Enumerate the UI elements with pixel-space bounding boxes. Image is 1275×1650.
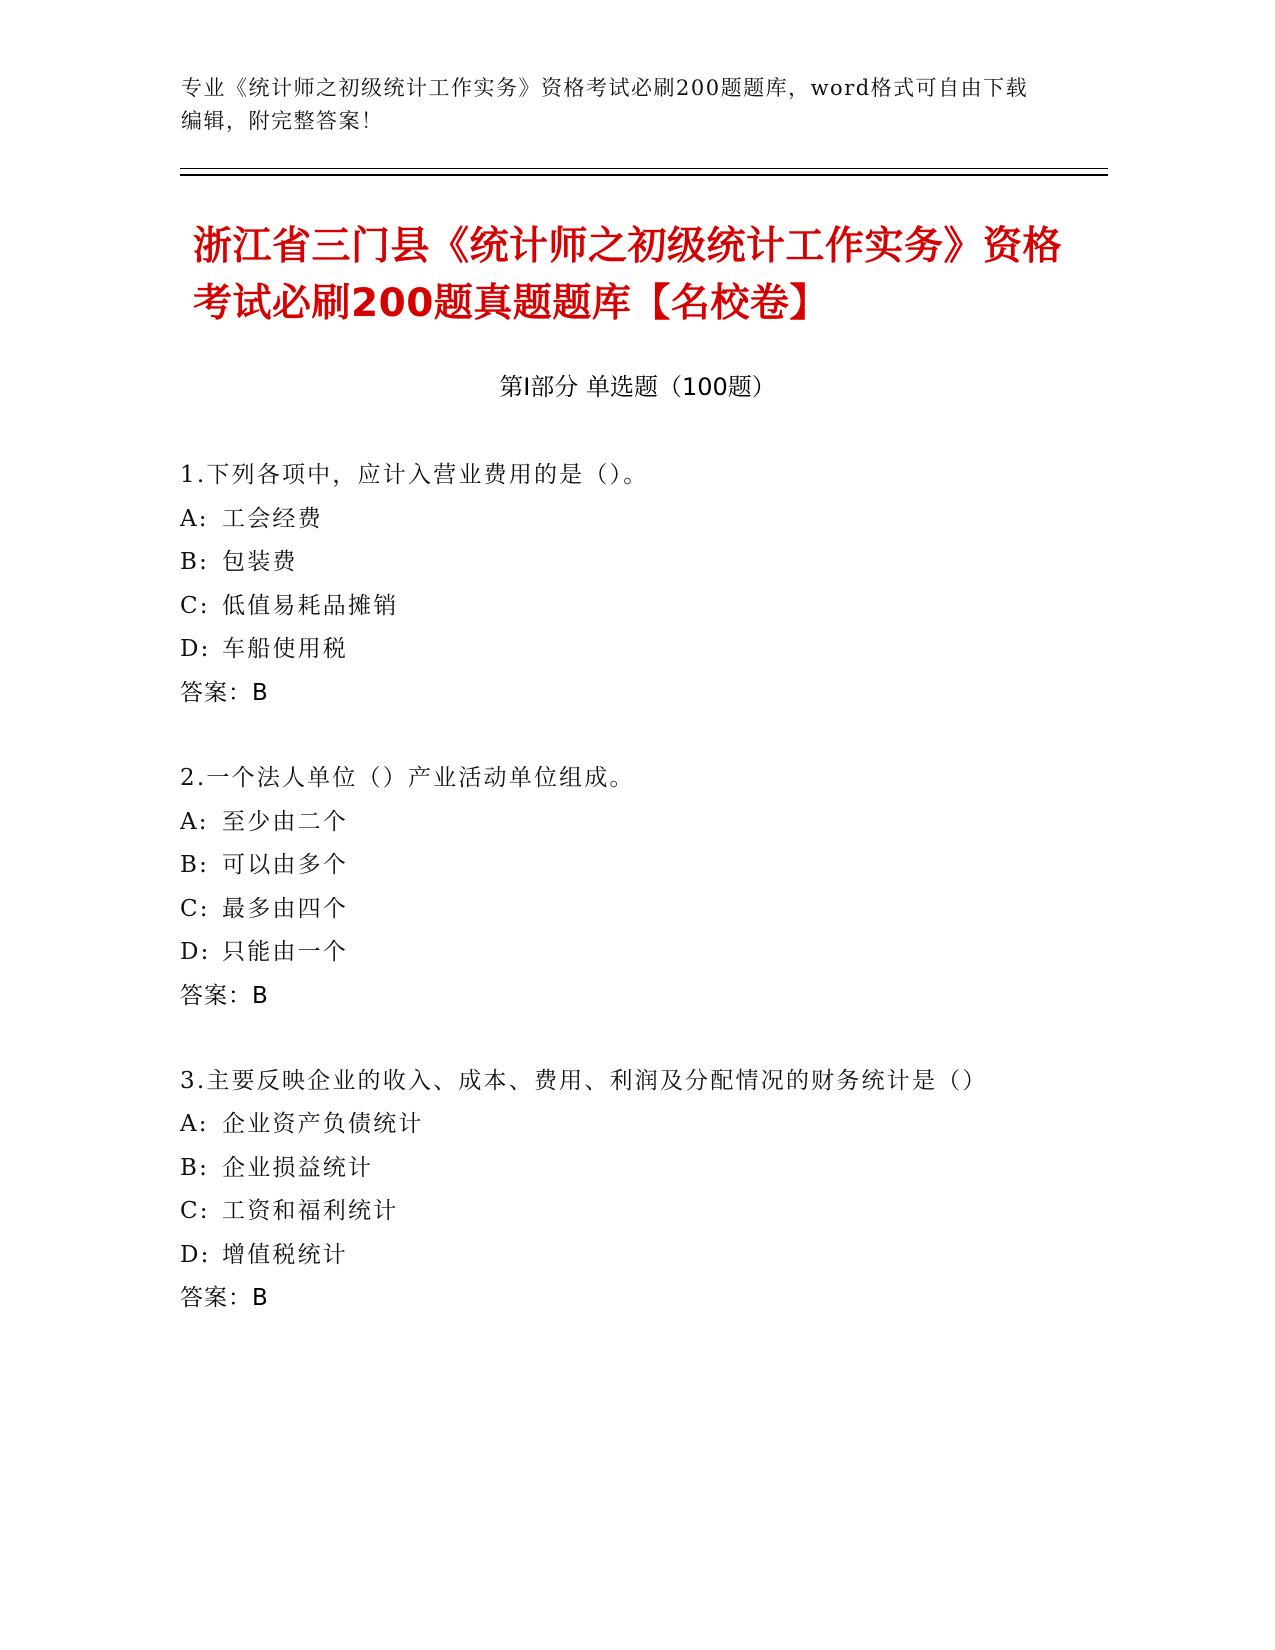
answer-line: 答案：B (180, 679, 269, 706)
question-list (180, 454, 1040, 1363)
option-d (180, 931, 1040, 975)
question-stem: 2.一个法人单位（）产业活动单位组成。 (180, 765, 635, 791)
option-text: 企业损益统计 (222, 1154, 374, 1181)
section-heading: 第I部分 单选题（100题） (499, 373, 776, 401)
option-c (180, 888, 1040, 932)
option-b (180, 1147, 1040, 1191)
option-letter: B: (180, 549, 210, 575)
option-c (180, 1190, 1040, 1234)
answer-line: 答案：B (180, 1285, 269, 1311)
option-d (180, 628, 1040, 672)
option-b (180, 844, 1040, 888)
option-text: 工会经费 (222, 505, 323, 532)
option-c (180, 585, 1040, 629)
option-letter: A: (180, 505, 209, 532)
option-letter: D: (180, 1241, 211, 1268)
option-letter: B: (180, 852, 210, 878)
option-a (180, 801, 1040, 845)
option-text: 增值税统计 (222, 1241, 348, 1268)
header-divider-thin (180, 168, 1108, 169)
option-letter: D: (180, 636, 211, 662)
option-letter: C: (180, 592, 210, 619)
header-note: 专业《统计师之初级统计工作实务》资格考试必刷200题题库，word格式可自由下载编辑，附完整答案！ (181, 76, 1029, 133)
question-item (180, 757, 1040, 1018)
option-letter: A: (180, 808, 209, 835)
option-text: 只能由一个 (222, 939, 348, 965)
option-text: 最多由四个 (222, 895, 348, 922)
option-letter: C: (180, 895, 210, 922)
option-letter: A: (180, 1111, 209, 1137)
document-title: 浙江省三门县《统计师之初级统计工作实务》资格考试必刷200题真题题库【名校卷】 (193, 224, 1063, 326)
option-text: 包装费 (222, 549, 298, 575)
option-text: 企业资产负债统计 (222, 1111, 424, 1137)
option-letter: B: (180, 1154, 210, 1181)
question-stem: 1.下列各项中，应计入营业费用的是（）。 (180, 462, 649, 488)
option-text: 可以由多个 (222, 852, 348, 878)
question-item (180, 454, 1040, 715)
header-divider-thick (180, 174, 1108, 176)
question-stem: 3.主要反映企业的收入、成本、费用、利润及分配情况的财务统计是（） (180, 1068, 988, 1094)
answer-line: 答案：B (180, 982, 269, 1009)
option-b (180, 541, 1040, 585)
option-a (180, 498, 1040, 542)
option-text: 低值易耗品摊销 (222, 592, 399, 619)
option-text: 至少由二个 (222, 808, 348, 835)
question-item (180, 1060, 1040, 1321)
option-text: 工资和福利统计 (222, 1198, 399, 1224)
option-text: 车船使用税 (222, 636, 348, 662)
option-a (180, 1103, 1040, 1147)
option-letter: D: (180, 939, 211, 965)
option-d (180, 1234, 1040, 1278)
option-letter: C: (180, 1198, 210, 1224)
